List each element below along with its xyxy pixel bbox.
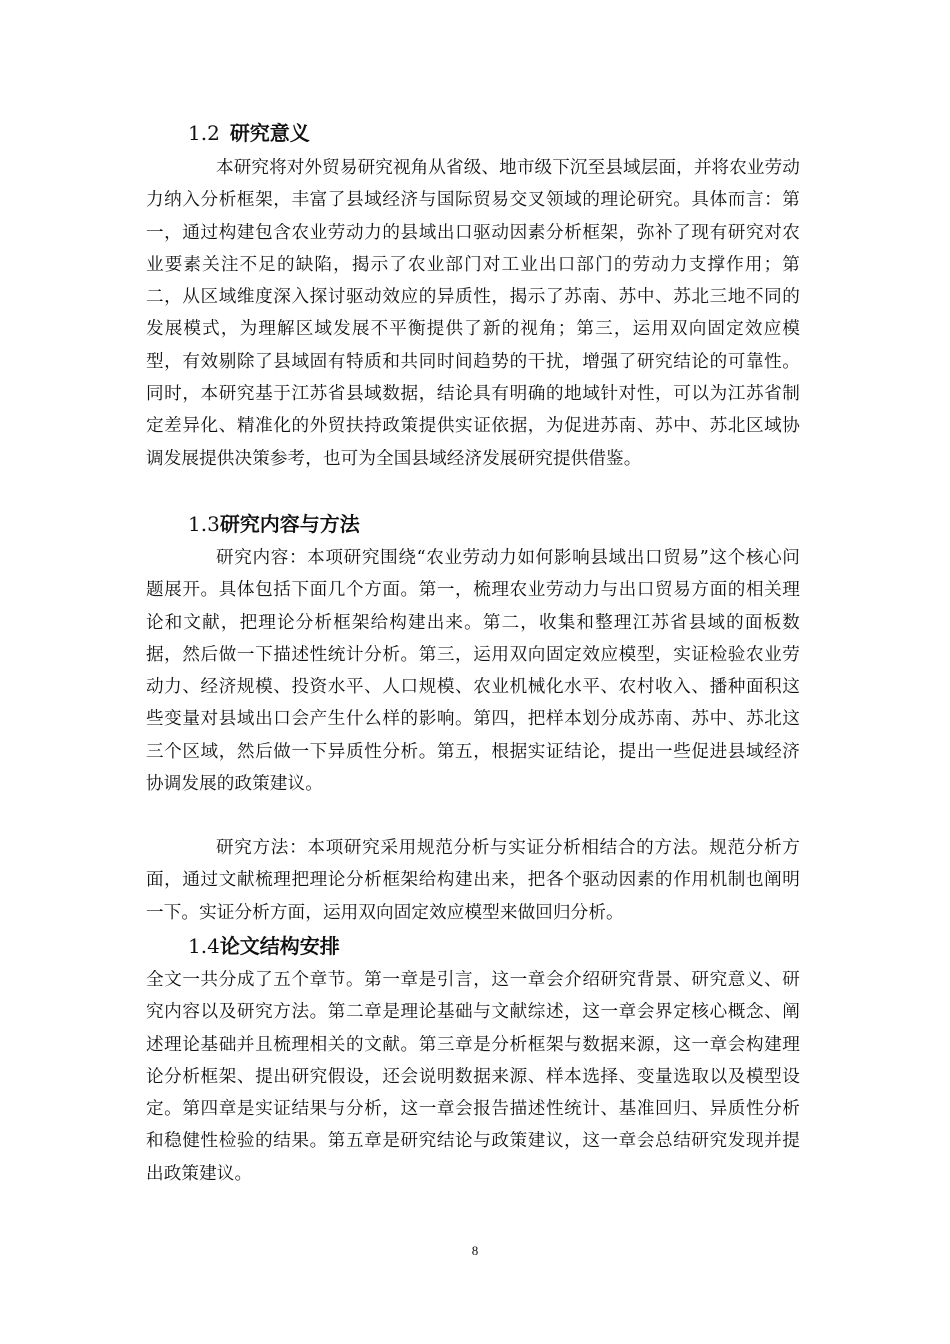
section-title: 研究意义 <box>229 121 310 145</box>
section-title: 研究内容与方法 <box>219 512 360 536</box>
section-number: 1.3 <box>188 512 220 536</box>
section-number: 1.2 <box>188 121 220 145</box>
paragraph-research-content: 研究内容：本项研究围绕“农业劳动力如何影响县域出口贸易”这个核心问题展开。具体包括下面几个方面。第一，梳理农业劳动力与出口贸易方面的相关理论和文献，把理论分析框架给构建出来。第二，收集和整理江苏省县域的面板数据，然后做一下描述性统计分析。第三，运用双向固定效应模型，实证检验农业劳动力、经济规模、投资水平、人口规模、农业机械化水平、农村收入、播种面积这些变量对县域出口会产生什么样的影响。第四，把样本划分成苏南、苏中、苏北这三个区域，然后做一下异质性分析。第五，根据实证结论，提出一些促进县域经济协调发展的政策建议。 <box>146 548 800 795</box>
paragraph-research-significance: 本研究将对外贸易研究视角从省级、地市级下沉至县域层面，并将农业劳动力纳入分析框架，丰富了县域经济与国际贸易交叉领域的理论研究。具体而言：第一，通过构建包含农业劳动力的县域出口驱动因素分析框架，弥补了现有研究对农业要素关注不足的缺陷，揭示了农业部门对工业出口部门的劳动力支撑作用；第二，从区域维度深入探讨驱动效应的异质性，揭示了苏南、苏中、苏北三地不同的发展模式，为理解区域发展不平衡提供了新的视角；第三，运用双向固定效应模型，有效剔除了县域固有特质和共同时间趋势的干扰，增强了研究结论的可靠性。同时，本研究基于江苏省县域数据，结论具有明确的地域针对性，可以为江苏省制定差异化、精准化的外贸扶持政策提供实证依据，为促进苏南、苏中、苏北区域协调发展提供决策参考，也可为全国县域经济发展研究提供借鉴。 <box>146 158 800 469</box>
page-number: 8 <box>471 1243 479 1258</box>
paragraph-thesis-structure: 全文一共分成了五个章节。第一章是引言，这一章会介绍研究背景、研究意义、研究内容以及研究方法。第二章是理论基础与文献综述，这一章会界定核心概念、阐述理论基础并且梳理相关的文献。第三章是分析框架与数据来源，这一章会构建理论分析框架、提出研究假设，还会说明数据来源、样本选择、变量选取以及模型设定。第四章是实证结果与分析，这一章会报告描述性统计、基准回归、异质性分析和稳健性检验的结果。第五章是研究结论与政策建议，这一章会总结研究发现并提出政策建议。 <box>146 970 800 1184</box>
section-heading-1-3 <box>188 510 360 538</box>
section-number: 1.4 <box>188 934 220 958</box>
section-title: 论文结构安排 <box>219 934 340 958</box>
section-heading-1-4 <box>188 932 340 960</box>
section-heading-1-2 <box>188 119 310 147</box>
paragraph-research-method: 研究方法：本项研究采用规范分析与实证分析相结合的方法。规范分析方面，通过文献梳理把理论分析框架给构建出来，把各个驱动因素的作用机制也阐明一下。实证分析方面，运用双向固定效应模型来做回归分析。 <box>146 838 800 923</box>
